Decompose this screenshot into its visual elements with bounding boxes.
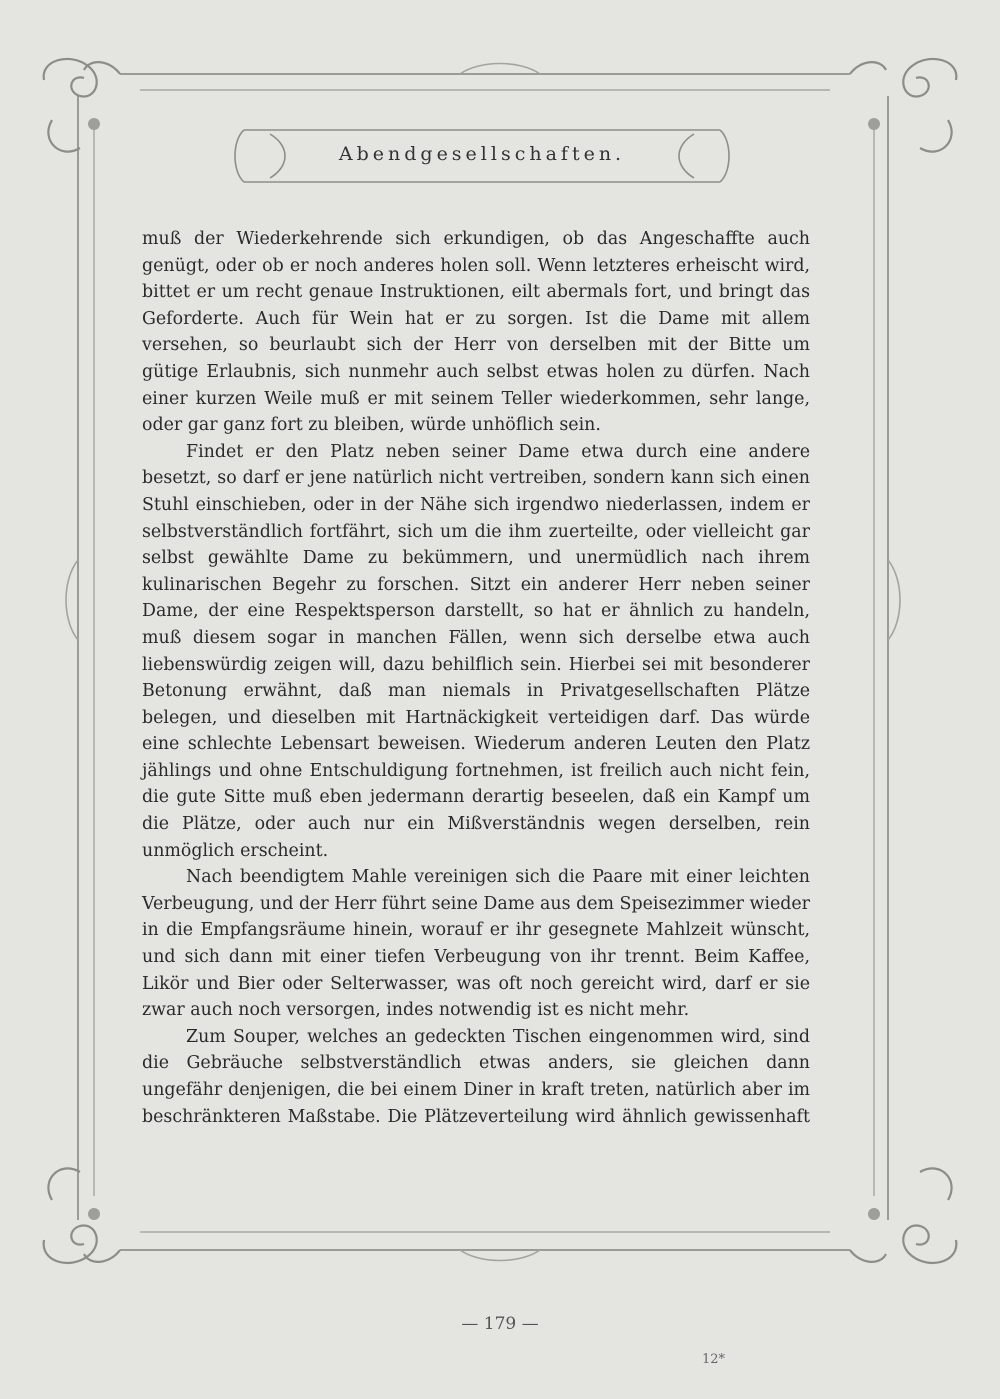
signature-mark: 12*: [702, 1352, 726, 1367]
page-number: — 179 —: [461, 1314, 539, 1334]
paragraph: Nach beendigtem Mahle vereinigen sich die Paare mit einer leichten Verbeugung, und der Herr führt seine Dame aus dem Speisezimmer wieder in die Empfangsräume hinein, worauf er ihr gesegnete Mahlzeit wünscht, und sich dann mit einer tiefen Verbeugung von ihr trennt. Beim Kaffee, Likör und Bier oder Selterwasser, was oft noch gereicht wird, darf er sie zwar auch noch versorgen, indes notwendig ist es nicht mehr.: [142, 867, 810, 1021]
page-body: [142, 226, 810, 1130]
running-title: Abendgesellschaften.: [338, 143, 626, 165]
running-header: [262, 128, 702, 180]
paragraph: Zum Souper, welches an gedeckten Tischen eingenommen wird, sind die Gebräuche selbstverständlich etwas anders, sie gleichen dann ungefähr denjenigen, die bei einem Diner in kraft treten, natürlich aber im beschränkteren Maßstabe. Die Plätzeverteilung wird ähnlich gewissenhaft: [142, 1026, 810, 1127]
paragraph: Findet er den Platz neben seiner Dame etwa durch eine andere besetzt, so darf er jene natürlich nicht vertreiben, sondern kann sich einen Stuhl einschieben, oder in der Nähe sich irgendwo niederlassen, indem er selbstverständlich fortfährt, sich um die ihm zuerteilte, oder vielleicht gar selbst gewählte Dame zu bekümmern, und unermüdlich nach ihrem kulinarischen Begehr zu forschen. Sitzt ein anderer Herr neben seiner Dame, der eine Respektsperson darstellt, so hat er ähnlich zu handeln, muß diesem sogar in manchen Fällen, wenn sich derselbe etwa auch liebenswürdig zeigen will, dazu behilflich sein. Hierbei sei mit besonderer Betonung erwähnt, daß man niemals in Privatgesellschaften Plätze belegen, und dieselben mit Hartnäckigkeit verteidigen darf. Das würde eine schlechte Lebensart beweisen. Wiederum anderen Leuten den Platz jählings und ohne Entschuldigung fortnehmen, ist freilich auch nicht fein, die gute Sitte muß eben jedermann derartig beseelen, daß ein Kampf um die Plätze, oder auch nur ein Mißverständnis wegen derselben, rein unmöglich erscheint.: [142, 441, 810, 861]
paragraph: muß der Wiederkehrende sich erkundigen, ob das Angeschaffte auch genügt, oder ob er noch anderes holen soll. Wenn letzteres erheischt wird, bittet er um recht genaue Instruktionen, eilt abermals fort, und bringt das Geforderte. Auch für Wein hat er zu sorgen. Ist die Dame mit allem versehen, so beurlaubt sich der Herr von derselben mit der Bitte um gütige Erlaubnis, sich nunmehr auch selbst etwas holen zu dürfen. Nach einer kurzen Weile muß er mit seinem Teller wiederkommen, sehr lange, oder gar ganz fort zu bleiben, würde unhöflich sein.: [142, 229, 810, 436]
